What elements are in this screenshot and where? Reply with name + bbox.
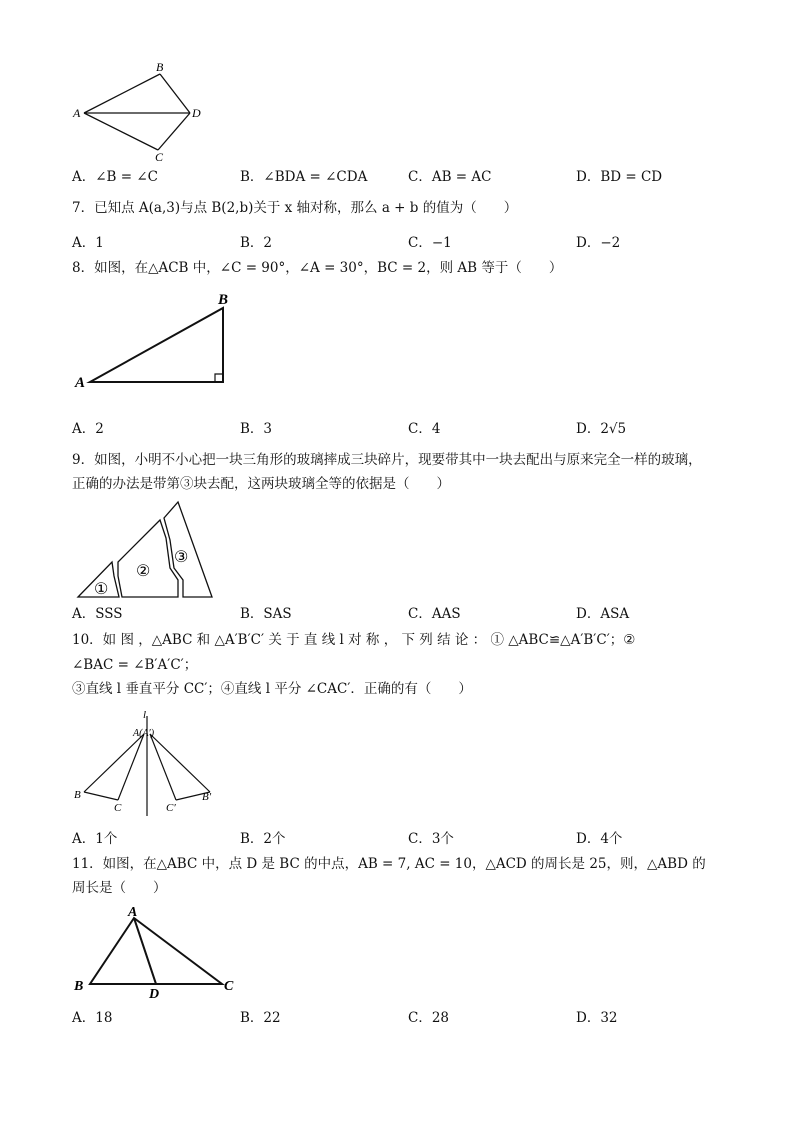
q10-segment-AC2 — [150, 734, 176, 800]
q11-label-C: C — [224, 979, 234, 994]
q6-option-b: B．∠BDA = ∠CDA — [240, 169, 368, 185]
q10-stem-line2: ∠BAC = ∠B′A′C′； — [72, 657, 198, 673]
q11-stem-line1: 11．如图，在△ABC 中，点 D 是 BC 的中点，AB = 7, AC = 10，△ACD 的周长是 25，则，△ABD 的 — [72, 856, 706, 872]
q10-figure — [72, 708, 222, 820]
q6-segment-AC — [84, 113, 158, 150]
q9-stem-line2: 正确的办法是带第③块去配，这两块玻璃全等的依据是（ ） — [72, 476, 450, 492]
q8-option-a: A．2 — [72, 421, 104, 437]
q10-segment-AB2 — [150, 734, 210, 792]
q8-label-A: A — [75, 375, 86, 390]
q11-label-A: A — [128, 905, 138, 920]
q7-option-c: C．−1 — [408, 235, 452, 251]
q9-piece-2 — [118, 520, 178, 597]
q6-label-A: A — [73, 106, 81, 120]
q8-figure — [70, 290, 240, 390]
q9-label-2: ② — [136, 563, 151, 580]
q10-stem-line1: 10．如 图 ，△ABC 和 △A′B′C′ 关 于 直 线 l 对 称 ， 下 列 结 论 ： ① △ABC≌△A′B′C′；② — [72, 632, 636, 648]
q6-segment-CD — [158, 113, 190, 150]
q7-option-a: A．1 — [72, 235, 104, 251]
q11-label-B: B — [74, 979, 84, 994]
q8-right-angle-mark — [215, 374, 223, 382]
q7-option-b: B．2 — [240, 235, 273, 251]
q11-triangle — [90, 918, 222, 984]
q10-segment-AB — [84, 734, 144, 792]
q6-option-d: D．BD = CD — [576, 169, 663, 185]
q8-option-d: D．2√5 — [576, 421, 627, 437]
q10-option-a: A．1个 — [72, 831, 118, 847]
q10-label-l: l — [143, 709, 147, 721]
q7-option-d: D．−2 — [576, 235, 621, 251]
q9-option-d: D．ASA — [576, 606, 630, 622]
q6-figure — [70, 60, 220, 165]
q11-stem-line2: 周长是（ ） — [72, 880, 167, 896]
q10-label-C-prime: C′ — [166, 802, 176, 814]
q6-label-C: C — [155, 150, 164, 164]
q9-option-a: A．SSS — [72, 606, 123, 622]
q9-label-1: ① — [94, 581, 109, 598]
q10-segment-AC — [118, 734, 144, 800]
q6-label-D: D — [192, 106, 201, 120]
q9-label-3: ③ — [174, 549, 189, 566]
q11-option-a: A．18 — [72, 1010, 113, 1026]
q8-option-c: C．4 — [408, 421, 441, 437]
q8-label-B: B — [218, 292, 229, 308]
q9-figure — [74, 498, 216, 600]
q6-option-a: A．∠B = ∠C — [72, 169, 159, 185]
q10-label-B-prime: B′ — [202, 791, 212, 803]
q6-label-B: B — [156, 60, 164, 74]
q10-label-C: C — [114, 802, 122, 814]
q11-median-AD — [134, 918, 156, 984]
q7-stem: 7．已知点 A(a,3)与点 B(2,b)关于 x 轴对称，那么 a + b 的值为（ ） — [72, 200, 518, 216]
q9-option-c: C．AAS — [408, 606, 461, 622]
q11-label-D: D — [149, 987, 160, 1000]
q11-option-b: B．22 — [240, 1010, 281, 1026]
q6-segment-BD — [160, 74, 190, 113]
q8-option-b: B．3 — [240, 421, 273, 437]
q11-option-c: C．28 — [408, 1010, 450, 1026]
q10-option-b: B．2个 — [240, 831, 286, 847]
q10-label-B: B — [74, 789, 81, 801]
q8-triangle — [90, 308, 223, 382]
q6-segment-AB — [84, 74, 160, 113]
q10-stem-line3: ③直线 l 垂直平分 CC′；④直线 l 平分 ∠CAC′．正确的有（ ） — [72, 681, 472, 697]
q10-segment-BC — [84, 792, 118, 800]
q11-figure — [72, 904, 242, 1000]
q9-stem-line1: 9．如图，小明不小心把一块三角形的玻璃摔成三块碎片，现要带其中一块去配出与原来完全一样的玻璃， — [72, 452, 702, 468]
q11-option-d: D．32 — [576, 1010, 618, 1026]
q10-option-d: D．4个 — [576, 831, 623, 847]
q9-option-b: B．SAS — [240, 606, 292, 622]
q10-option-c: C．3个 — [408, 831, 454, 847]
q8-stem: 8．如图，在△ACB 中，∠C = 90°，∠A = 30°，BC = 2，则 AB 等于（ ） — [72, 260, 563, 276]
q6-option-c: C．AB = AC — [408, 169, 492, 185]
q10-label-A: A(A′) — [133, 728, 155, 739]
